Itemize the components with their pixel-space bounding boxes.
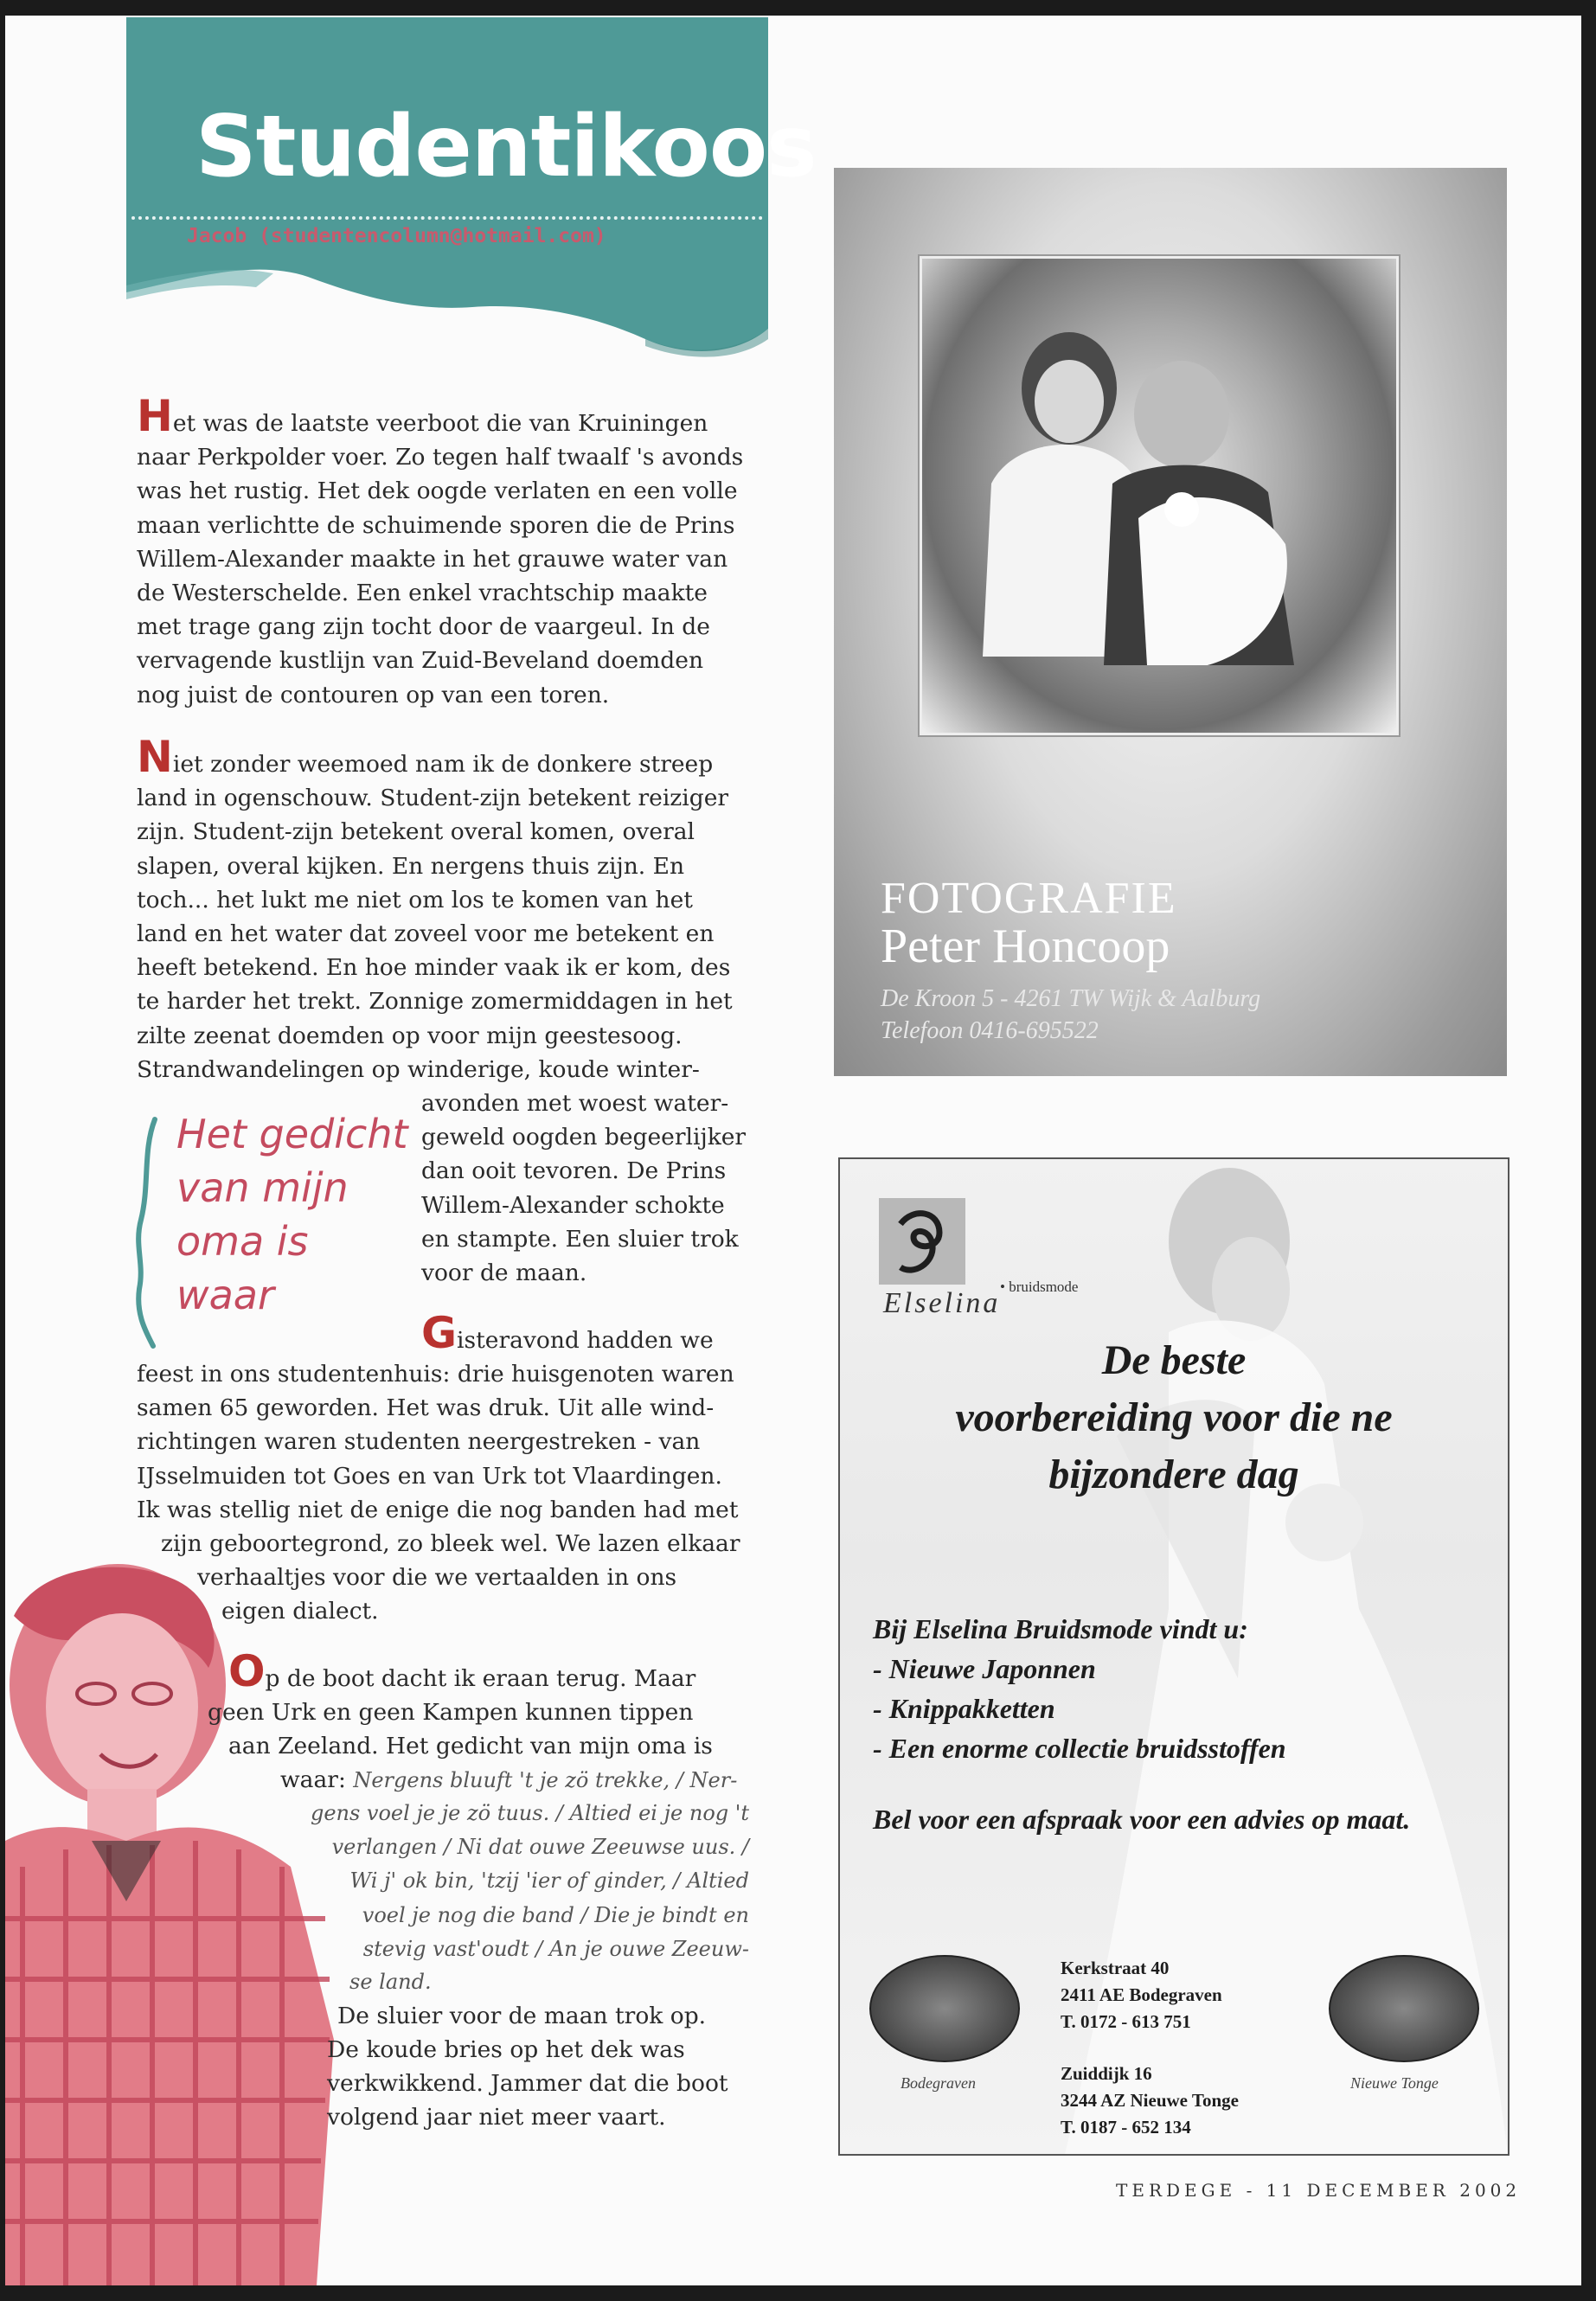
wedding-photo xyxy=(920,256,1399,735)
list-item: - Een enorme collectie bruidsstoffen xyxy=(873,1733,1286,1764)
title-divider xyxy=(131,216,763,220)
article-paragraph-3-indent-c: eigen dialect. xyxy=(221,1598,379,1625)
article-paragraph-4-a: geen Urk en geen Kampen kunnen tippen xyxy=(208,1699,694,1726)
poem-last-line: se land. xyxy=(349,1970,432,1994)
pull-quote: Het gedicht van mijn oma is waar xyxy=(176,1111,408,1318)
photo-ad-heading: FOTOGRAFIE xyxy=(881,874,1177,923)
shop-photo-nieuwe-tonge xyxy=(1329,1955,1479,2062)
article-paragraph-4-b: aan Zeeland. Het gedicht van mijn oma is xyxy=(228,1733,713,1759)
shop-caption-bodegraven: Bodegraven xyxy=(901,2074,976,2092)
bridal-headline: De beste voorbereiding voor die ne bijzondere dag xyxy=(955,1337,1393,1497)
article-paragraph-3-indent-b: verhaaltjes voor die we vertaalden in ons xyxy=(197,1564,677,1591)
poem-lead: waar: Nergens bluuft 't je zö trekke, / Ner- xyxy=(280,1766,738,1793)
bridal-shop-ad xyxy=(838,1157,1509,2156)
elselina-logo-text: Elselina xyxy=(883,1287,1001,1319)
drop-cap: G xyxy=(421,1308,458,1358)
shop-caption-nieuwe-tonge: Nieuwe Tonge xyxy=(1350,2074,1439,2092)
magazine-page xyxy=(5,16,1581,2285)
article-paragraph-4-end: De sluier voor de maan trok op. xyxy=(337,2003,707,2029)
page-footer: TERDEGE - 11 DECEMBER 2002 xyxy=(1116,2180,1522,2201)
article-paragraph-3: feest in ons studentenhuis: drie huisgenoten waren samen 65 geworden. Het was druk. Uit alle wind- richtingen waren studenten neergestreken - van IJsselmuiden tot Goes en van Urk tot Vlaardingen. Ik was stellig niet de enige die nog banden had met xyxy=(137,1361,739,1523)
photography-ad xyxy=(834,168,1507,1076)
address-bodegraven: Kerkstraat 40 2411 AE Bodegraven T. 0172 - 613 751 xyxy=(1061,1958,1222,2032)
drop-cap: H xyxy=(137,391,173,441)
list-item: - Knippakketten xyxy=(873,1693,1055,1724)
address-nieuwe-tonge: Zuiddijk 16 3244 AZ Nieuwe Tonge T. 0187 - 652 134 xyxy=(1061,2063,1239,2138)
logo-subtitle: • bruidsmode xyxy=(1000,1279,1079,1295)
list-item: - Nieuwe Japonnen xyxy=(873,1653,1096,1684)
article-paragraph-2-narrow: avonden met woest water- geweld oogden begeerlijker dan ooit tevoren. De Prins Willem-Alexander schokte en stampte. Een sluier trok voor de maan. xyxy=(421,1090,747,1287)
bridal-offer-list: Bij Elselina Bruidsmode vindt u: - Nieuwe Japonnen - Knippakketten - Een enorme collectie bruidsstoffen xyxy=(873,1609,1286,1768)
bridal-call-to-action: Bel voor een afspraak voor een advies op maat. xyxy=(873,1804,1411,1835)
elselina-logo-icon xyxy=(879,1198,965,1285)
drop-cap: O xyxy=(228,1646,266,1696)
column-author: Jacob (studentencolumn@hotmail.com) xyxy=(187,225,606,247)
column-title: Studentikoos xyxy=(195,98,817,196)
photo-ad-address: De Kroon 5 - 4261 TW Wijk & Aalburg xyxy=(881,985,1261,1012)
wedding-photo-image xyxy=(922,259,1396,733)
article-paragraph-2: Niet zonder weemoed nam ik de donkere streep land in ogenschouw. Student-zijn betekent reiziger zijn. Student-zijn betekent overal komen, overal slapen, overal kijken. En nergens thuis zijn. En toch... het lukt me niet om los te komen van het land en het water dat zoveel voor me betekent en heeft betekend. En hoe minder vaak ik er kom, des te harder het trekt. Zonnige zomermiddagen in het zilte zeenat doemden op voor mijn geestesoog. Strandwandelingen op winderige, koude winter- xyxy=(137,732,733,1083)
shop-photo-bodegraven xyxy=(869,1955,1020,2062)
poem-block: gens voel je je zö tuus. / Altied ei je nog 't verlangen / Ni dat ouwe Zeeuwse uus. / Wi j' ok bin, 'tzij 'ier of ginder, / Altied voel je nog die band / Die je bindt en stevig vast'oudt / An je ouwe Zeeuw- xyxy=(310,1801,749,1961)
article-paragraph-3-indent-a: zijn geboortegrond, zo bleek wel. We lazen elkaar xyxy=(161,1530,740,1557)
pull-quote-bracket xyxy=(131,1116,165,1349)
article-paragraph-1: Het was de laatste veerboot die van Kruiningen naar Perkpolder voer. Zo tegen half twaalf 's avonds was het rustig. Het dek oogde verlaten en een volle maan verlichtte de schuimende sporen die de Prins Willem-Alexander maakte in het grauwe water van de Westerschelde. Een enkel vrachtschip maakte met trage gang zijn tocht door de vaargeul. In de vervagende kustlijn van Zuid-Beveland doemden nog juist de contouren op van een toren. xyxy=(137,391,744,708)
drop-cap: N xyxy=(137,732,173,782)
photographer-name: Peter Honcoop xyxy=(881,920,1170,973)
photo-ad-phone: Telefoon 0416-695522 xyxy=(881,1017,1099,1044)
article-paragraph-4-first: Op de boot dacht ik eraan terug. Maar xyxy=(228,1646,696,1696)
article-paragraph-4-end-b: De koude bries op het dek was verkwikkend. Jammer dat die boot volgend jaar niet meer vaart. xyxy=(327,2036,728,2131)
article-paragraph-3-first: Gisteravond hadden we xyxy=(421,1308,714,1358)
